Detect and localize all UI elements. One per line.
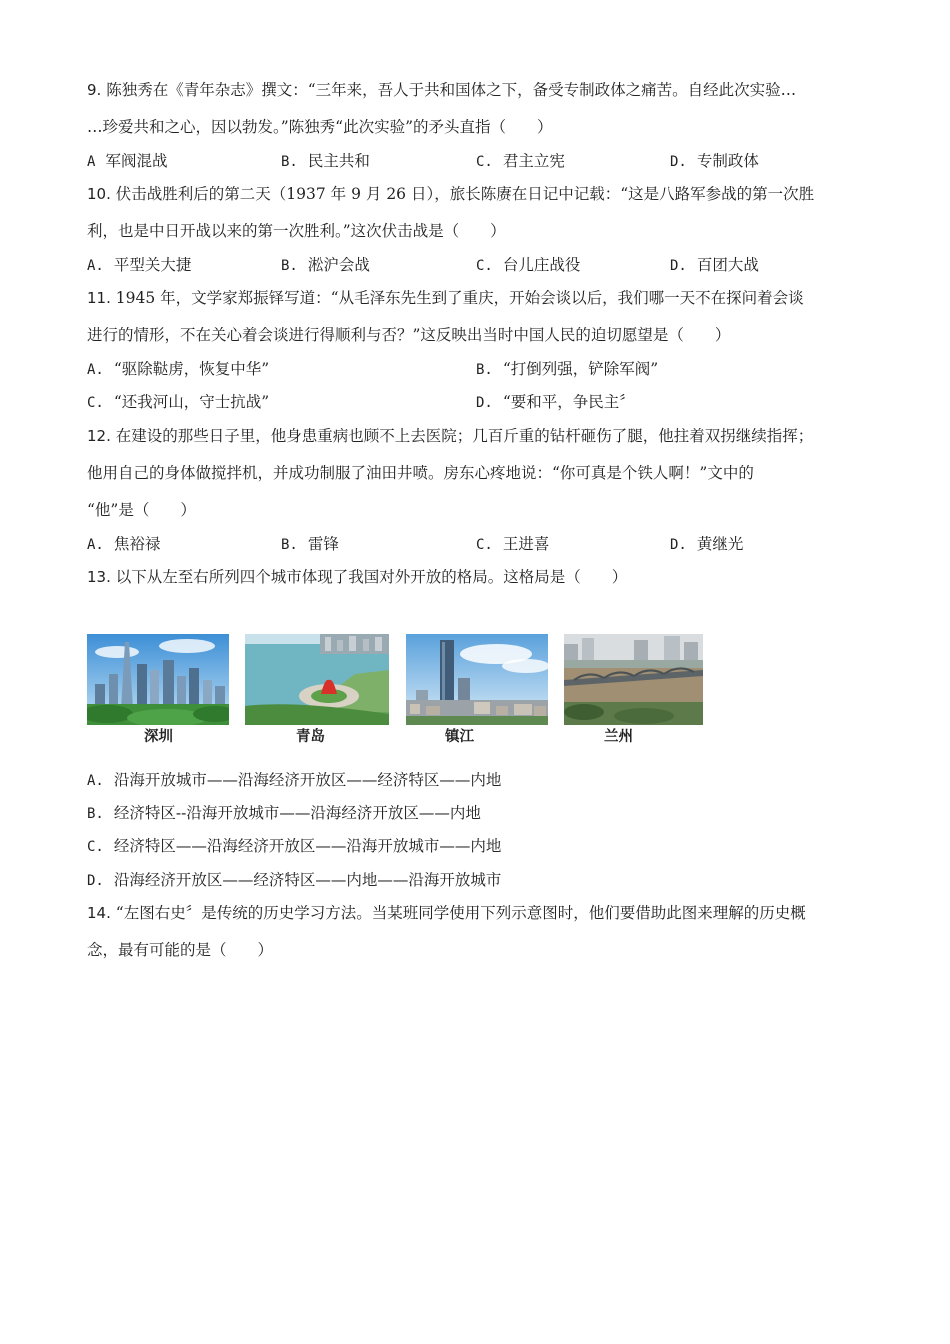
q12-line-1: 12. 在建设的那些日子里，他身患重病也顾不上去医院；几百斤重的钻杆砸伤了腿，他拄着双拐继续指挥； <box>87 427 814 445</box>
q13-option-d[interactable]: D. 沿海经济开放区——经济特区——内地——沿海开放城市 <box>87 871 502 889</box>
q9-option-a[interactable]: A 军阀混战 <box>87 152 168 170</box>
q11-option-b[interactable]: B. “打倒列强，铲除军阀” <box>476 360 659 378</box>
q11-line-1: 11. 1945 年，文学家郑振铎写道：“从毛泽东先生到了重庆，开始会谈以后，我们哪一天不在探问着会谈 <box>87 289 804 307</box>
q12-option-a[interactable]: A. 焦裕禄 <box>87 535 161 553</box>
lanzhou-photo <box>564 634 703 725</box>
caption-shenzhen: 深圳 <box>144 728 173 745</box>
zhenjiang-photo <box>406 634 548 725</box>
q12-line-2: 他用自己的身体做搅拌机，并成功制服了油田井喷。房东心疼地说：“你可真是个铁人啊！”文中的 <box>87 464 754 482</box>
q13-option-a[interactable]: A. 沿海开放城市——沿海经济开放区——经济特区——内地 <box>87 771 502 789</box>
q9-line-2: …珍爱共和之心，因以勃发。”陈独秀“此次实验”的矛头直指（ ） <box>87 118 553 136</box>
q12-line-3: “他”是（ ） <box>87 501 196 519</box>
q13-option-c[interactable]: C. 经济特区——沿海经济开放区——沿海开放城市——内地 <box>87 837 502 855</box>
q13-line-1: 13. 以下从左至右所列四个城市体现了我国对外开放的格局。这格局是（ ） <box>87 568 628 586</box>
q9-option-c[interactable]: C. 君主立宪 <box>476 152 565 170</box>
q10-option-b[interactable]: B. 淞沪会战 <box>281 256 370 274</box>
q12-option-b[interactable]: B. 雷锋 <box>281 535 339 553</box>
q10-option-a[interactable]: A. 平型关大捷 <box>87 256 192 274</box>
caption-lanzhou: 兰州 <box>604 728 633 745</box>
q9-option-b[interactable]: B. 民主共和 <box>281 152 370 170</box>
q11-option-d[interactable]: D. “要和平，争民主〞 <box>476 393 635 411</box>
q10-line-1: 10. 伏击战胜利后的第二天（1937 年 9 月 26 日），旅长陈赓在日记中记载：“这是八路军参战的第一次胜 <box>87 185 815 203</box>
caption-zhenjiang: 镇江 <box>445 728 474 745</box>
q11-option-c[interactable]: C. “还我河山，守士抗战” <box>87 393 270 411</box>
q10-option-d[interactable]: D. 百团大战 <box>670 256 759 274</box>
q9-line-1: 9. 陈独秀在《青年杂志》撰文：“三年来，吾人于共和国体之下，备受专制政体之痛苦。自经此次实验… <box>87 81 797 99</box>
q14-line-1: 14. “左图右史〞是传统的历史学习方法。当某班同学使用下列示意图时，他们要借助此图来理解的历史概 <box>87 904 806 922</box>
caption-qingdao: 青岛 <box>296 728 325 745</box>
q14-line-2: 念，最有可能的是（ ） <box>87 941 274 959</box>
q11-line-2: 进行的情形，不在关心着会谈进行得顺利与否？”这反映出当时中国人民的迫切愿望是（ ） <box>87 326 731 344</box>
qingdao-photo <box>245 634 389 725</box>
shenzhen-photo <box>87 634 229 725</box>
q11-option-a[interactable]: A. “驱除鞑虏，恢复中华” <box>87 360 270 378</box>
q13-option-b[interactable]: B. 经济特区--沿海开放城市——沿海经济开放区——内地 <box>87 804 481 822</box>
q10-option-c[interactable]: C. 台儿庄战役 <box>476 256 581 274</box>
q12-option-c[interactable]: C. 王进喜 <box>476 535 550 553</box>
q12-option-d[interactable]: D. 黄继光 <box>670 535 744 553</box>
q9-option-d[interactable]: D. 专制政体 <box>670 152 759 170</box>
q10-line-2: 利，也是中日开战以来的第一次胜利。”这次伏击战是（ ） <box>87 222 506 240</box>
